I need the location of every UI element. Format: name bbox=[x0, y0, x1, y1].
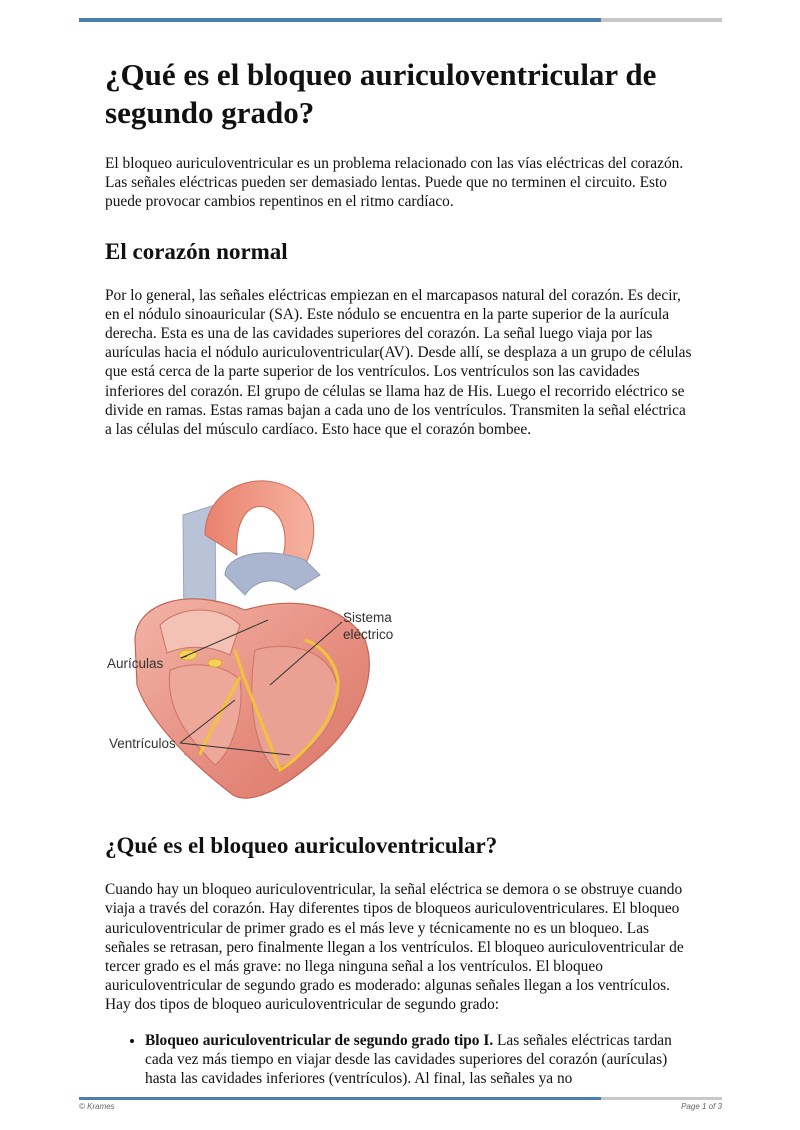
av-node bbox=[208, 659, 222, 667]
aorta-shape bbox=[205, 481, 314, 565]
bottom-rule-accent bbox=[79, 1097, 601, 1100]
footer-page-number: Page 1 of 3 bbox=[681, 1102, 722, 1111]
page-title: ¿Qué es el bloqueo auriculoventricular de segundo grado? bbox=[105, 57, 657, 130]
intro-paragraph: El bloqueo auriculoventricular es un problema relacionado con las vías eléctricas del corazón. Las señales eléctricas pueden ser demasiado lentas. Puede que no terminen el circuito. Esto puede provocar cambios repentinos en el ritmo cardíaco. bbox=[105, 155, 684, 211]
list-item-text: Las señales eléctricas tardan cada vez más tiempo en viajar desde las cavidades superiores del corazón (aurículas) hasta las cavidades inferiores (ventrículos). Al final, las señales ya no bbox=[145, 1031, 672, 1088]
section-heading-av-block: ¿Qué es el bloqueo auriculoventricular? bbox=[105, 833, 498, 859]
label-sistema-line1: Sistema bbox=[343, 610, 392, 626]
footer-copyright: © Krames bbox=[79, 1102, 115, 1111]
list-item bbox=[145, 1031, 695, 1089]
top-rule-accent bbox=[79, 18, 601, 22]
normal-heart-paragraph: Por lo general, las señales eléctricas empiezan en el marcapasos natural del corazón. Es decir, en el nódulo sinoauricular (SA). Este nódulo se encuentra en la parte superior de la aurícula derecha. Esta es una de las cavidades superiores del corazón. La señal luego viaja por las aurículas hacia el nódulo auriculoventricular(AV). Desde allí, se desplaza a un grupo de células que está cerca de la parte superior de los ventrículos. Los ventrículos son las cavidades inferiores del corazón. El grupo de células se llama haz de His. Luego el recorrido eléctrico se divide en ramas. Estas ramas bajan a cada uno de los ventrículos. Transmiten la señal eléctrica a las células del músculo cardíaco. Esto hace que el corazón bombee. bbox=[105, 286, 692, 439]
label-ventriculos: Ventrículos bbox=[109, 736, 176, 752]
heart-illustration bbox=[105, 465, 405, 810]
label-auriculas: Aurículas bbox=[107, 656, 164, 672]
heart-diagram-svg bbox=[105, 465, 405, 810]
bottom-rule bbox=[79, 1097, 722, 1100]
top-rule bbox=[79, 18, 722, 22]
label-sistema-line2: eléctrico bbox=[343, 627, 394, 643]
list-item-bold: Bloqueo auriculoventricular de segundo grado tipo I. bbox=[145, 1031, 494, 1049]
av-block-paragraph: Cuando hay un bloqueo auriculoventricular, la señal eléctrica se demora o se obstruye cuando viaja a través del corazón. Hay diferentes tipos de bloqueos auriculoventriculares. El bloqueo auriculoventricular de primer grado es el más leve y técnicamente no es un bloqueo. Las señales se retrasan, pero finalmente llegan a los ventrículos. El bloqueo auriculoventricular de tercer grado es el más grave: no llega ninguna señal a los ventrículos. El bloqueo auriculoventricular de segundo grado es moderado: algunas señales llegan a los ventrículos. Hay dos tipos de bloqueo auriculoventricular de segundo grado: bbox=[105, 881, 684, 1014]
av-block-types-list bbox=[105, 1031, 695, 1089]
document-body bbox=[105, 56, 695, 1088]
section-heading-normal-heart: El corazón normal bbox=[105, 238, 288, 264]
